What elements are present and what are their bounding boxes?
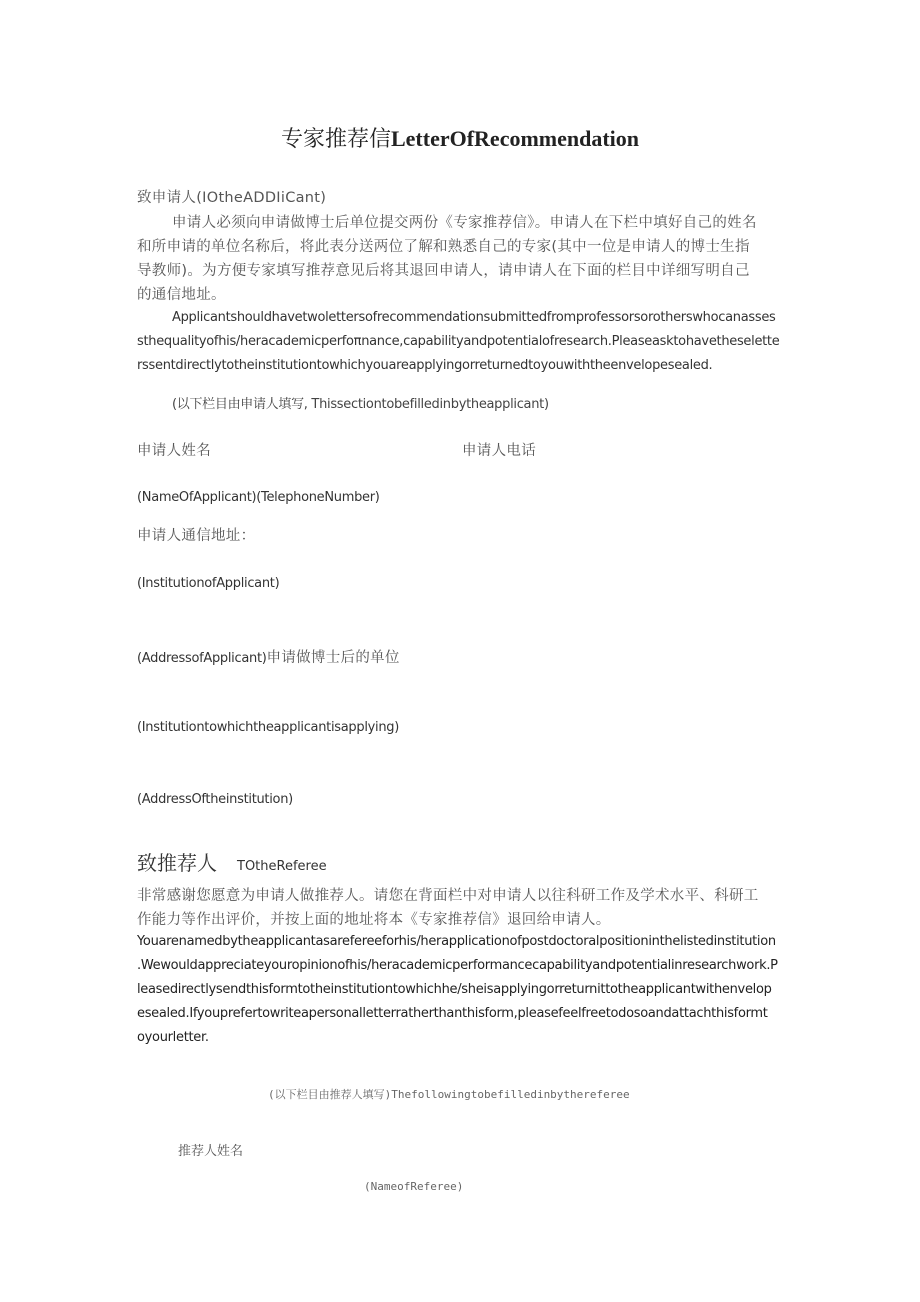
applicant-intro-line: 申请人必须向申请做博士后单位提交两份《专家推荐信》。申请人在下栏中填好自己的姓名 [172, 215, 757, 231]
applicant-address-label-en [137, 646, 400, 667]
referee-english-line: .Wewouldappreciateyouropinionofhis/heracademicperformancecapabilityandpotentialinresearchwork.P [137, 958, 778, 973]
applicant-name-phone-label-en: (NameOfApplicant)(TelephoneNumber) [137, 490, 380, 505]
referee-intro-line: 非常感谢您愿意为申请人做推荐人。请您在背面栏中对申请人以往科研工作及学术水平、科研工 [137, 888, 759, 904]
title-cn: 专家推荐信 [280, 126, 391, 151]
referee-fill-note: (以下栏目由推荐人填写)Thefollowingtobefilledinbythereferee [268, 1088, 630, 1101]
target-institution-cn: 申请做博士后的单位 [266, 650, 400, 666]
referee-english-line: leasedirectlysendthisformtotheinstitutiontowhichhe/sheisapplyingorreturnittotheapplicantwithenvelop [137, 982, 772, 997]
referee-name-label: 推荐人姓名 [178, 1144, 244, 1159]
applicant-salutation: 致申请人(IOtheADDIiCant) [137, 190, 327, 206]
page-title [0, 122, 920, 153]
target-institution-label-en: (Institutiontowhichtheapplicantisapplying) [137, 720, 400, 735]
applicant-fill-note: (以下栏目由申请人填写, Thissectiontobefilledinbytheapplicant) [172, 397, 549, 412]
applicant-intro-line: 导教师)。为方便专家填写推荐意见后将其退回申请人，请申请人在下面的栏目中详细写明自己 [137, 263, 750, 279]
referee-heading [137, 847, 327, 876]
title-en: LetterOfRecommendation [390, 126, 640, 151]
referee-english-line: oyourletter. [137, 1030, 209, 1045]
applicant-intro-line: 的通信地址。 [137, 287, 226, 303]
referee-intro-line: 作能力等作出评价，并按上面的地址将本《专家推荐信》退回给申请人。 [137, 912, 611, 928]
target-address-label-en: (AddressOftheinstitution) [137, 792, 293, 807]
referee-english-line: Youarenamedbytheapplicantasarefereeforhis/herapplicationofpostdoctoralpositioninthelistedinstitution [137, 934, 776, 949]
applicant-name-label: 申请人姓名 [137, 443, 211, 459]
applicant-english-line: Applicantshouldhavetwolettersofrecommendationsubmittedfromprofessorsorotherswhocanasses [172, 310, 776, 325]
applicant-intro-line: 和所申请的单位名称后，将此表分送两位了解和熟悉自己的专家(其中一位是申请人的博士生指 [137, 239, 750, 255]
referee-heading-cn: 致推荐人 [137, 851, 217, 875]
applicant-address-en: (AddressofApplicant) [137, 651, 267, 666]
referee-heading-en: TOtheReferee [237, 859, 327, 874]
applicant-institution-label: (InstitutionofApplicant) [137, 576, 280, 591]
applicant-phone-label: 申请人电话 [462, 443, 536, 459]
applicant-address-label: 申请人通信地址： [137, 528, 256, 544]
referee-name-label-en: (NameofReferee) [364, 1180, 464, 1193]
referee-english-line: esealed.Ifyouprefertowriteapersonalletterratherthanthisform,pleasefeelfreetodosoandattachthisformt [137, 1006, 768, 1021]
applicant-english-line: rssentdirectlytotheinstitutiontowhichyouareapplyingorreturnedtoyouwiththeenvelopesealed. [137, 358, 713, 373]
applicant-english-line: sthequalityofhis/heracademicperfoπnance,capabilityandpotentialofresearch.Pleaseasktohavetheselette [137, 334, 780, 349]
